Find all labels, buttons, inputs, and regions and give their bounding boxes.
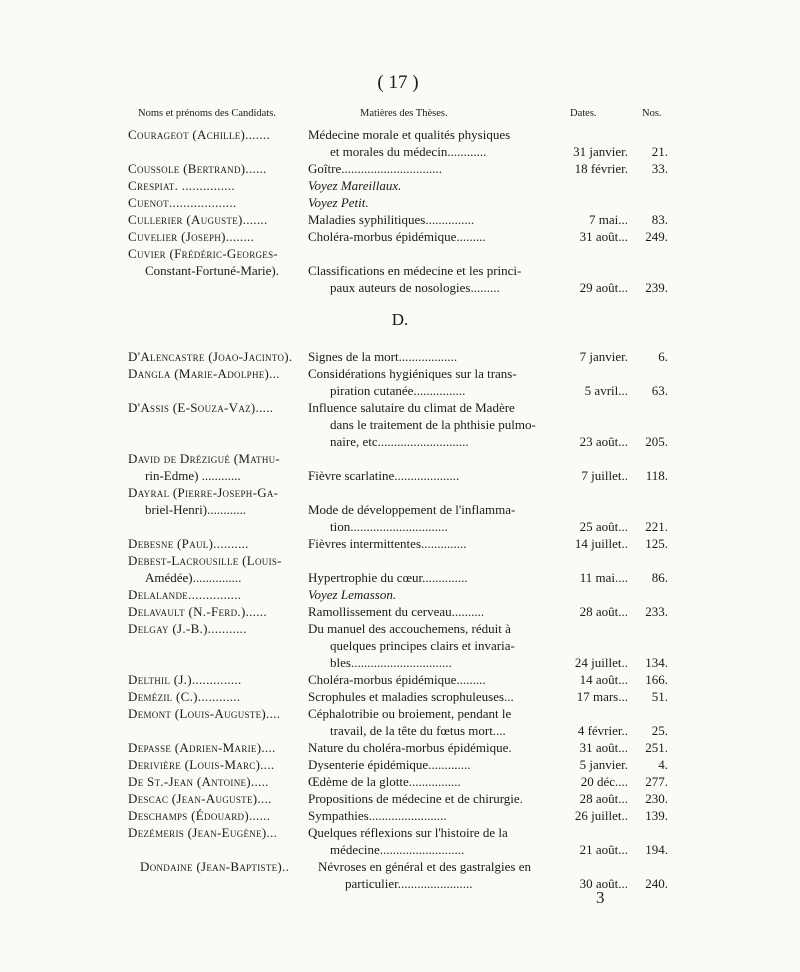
thesis-number: 51.: [651, 689, 668, 704]
thesis-subject: Propositions de médecine et de chirurgie.: [308, 791, 523, 806]
thesis-date: 30 août...: [579, 876, 628, 891]
candidate-name: Dayral (Pierre-Joseph-Ga-: [128, 485, 279, 500]
thesis-subject: quelques principes clairs et invaria-: [330, 638, 515, 653]
candidate-name: Cullerier (Auguste).......: [128, 212, 268, 227]
thesis-subject: Choléra-morbus épidémique.........: [308, 672, 486, 687]
thesis-subject: Fièvres intermittentes..............: [308, 536, 467, 551]
entry-row: [0, 722, 800, 740]
thesis-number: 4.: [658, 757, 668, 772]
thesis-date: 20 déc....: [580, 774, 628, 789]
entry-row: [0, 875, 800, 893]
candidate-name: Demézil (C.)............: [128, 689, 241, 704]
thesis-subject: Œdème de la glotte................: [308, 774, 461, 789]
thesis-number: 63.: [651, 383, 668, 398]
candidate-name: Derivière (Louis-Marc)....: [128, 757, 275, 772]
entry-row: [0, 773, 800, 791]
thesis-date: 31 août...: [579, 740, 628, 755]
entry-row: [0, 569, 800, 587]
thesis-date: 18 février.: [574, 161, 628, 176]
thesis-date: 7 mai...: [589, 212, 628, 227]
entry-row: [0, 228, 800, 246]
entry-row: [0, 654, 800, 672]
candidate-name: Debesne (Paul)..........: [128, 536, 249, 551]
thesis-subject: bles...............................: [330, 655, 452, 670]
candidate-name: Cuvelier (Joseph)........: [128, 229, 255, 244]
cross-reference: Voyez Petit.: [308, 195, 369, 210]
thesis-subject: Médecine morale et qualités physiques: [308, 127, 511, 142]
thesis-number: 6.: [658, 349, 668, 364]
thesis-subject: Sympathies........................: [308, 808, 447, 823]
candidate-name: Crespiat. ...............: [128, 178, 235, 193]
thesis-number: 194.: [645, 842, 668, 857]
entry-row: [0, 382, 800, 400]
thesis-number: 166.: [645, 672, 668, 687]
thesis-subject: Quelques réflexions sur l'histoire de la: [308, 825, 508, 840]
entry-row: [0, 365, 800, 383]
thesis-subject: Ramollissement du cerveau..........: [308, 604, 485, 619]
thesis-date: 28 août...: [579, 791, 628, 806]
thesis-date: 4 février..: [577, 723, 628, 738]
candidate-name: Cuvier (Frédéric-Georges-: [128, 246, 279, 261]
thesis-number: 134.: [645, 655, 668, 670]
thesis-date: 21 août...: [579, 842, 628, 857]
thesis-number: 221.: [645, 519, 668, 534]
thesis-date: 11 mai....: [579, 570, 628, 585]
cross-reference: Voyez Lemasson.: [308, 587, 397, 602]
thesis-date: 29 août...: [579, 280, 628, 295]
thesis-number: 25.: [651, 723, 668, 738]
thesis-subject: Maladies syphilitiques...............: [308, 212, 475, 227]
thesis-date: 25 août...: [579, 519, 628, 534]
entry-row: [0, 586, 800, 604]
thesis-subject: Dysenterie épidémique.............: [308, 757, 471, 772]
thesis-subject: Céphalotribie ou broiement, pendant le: [308, 706, 512, 721]
candidate-name: Demont (Louis-Auguste)....: [128, 706, 281, 721]
thesis-number: 86.: [651, 570, 668, 585]
entry-row: [0, 245, 800, 263]
signature-mark: 3: [596, 888, 605, 907]
entry-row: [0, 671, 800, 689]
entry-row: [0, 484, 800, 502]
thesis-number: 205.: [645, 434, 668, 449]
candidate-name: Coussole (Bertrand)......: [128, 161, 267, 176]
thesis-subject: Névroses en général et des gastralgies en: [318, 859, 531, 874]
entry-row: [0, 756, 800, 774]
entry-row: [0, 603, 800, 621]
thesis-subject: médecine..........................: [330, 842, 465, 857]
header-dates: Dates.: [570, 108, 597, 119]
entry-row: [0, 688, 800, 706]
thesis-number: 233.: [645, 604, 668, 619]
candidate-name: Descac (Jean-Auguste)....: [128, 791, 272, 806]
candidate-name: Dangla (Marie-Adolphe)...: [128, 366, 280, 381]
entry-row: [0, 705, 800, 723]
thesis-subject: tion..............................: [330, 519, 448, 534]
thesis-subject: Mode de développement de l'inflamma-: [308, 502, 516, 517]
thesis-subject: et morales du médecin............: [330, 144, 487, 159]
candidate-name: D'Assis (E-Souza-Vaz).....: [128, 400, 274, 415]
entry-row: [0, 637, 800, 655]
candidate-name: Delthil (J.)..............: [128, 672, 242, 687]
candidate-name: D'Alencastre (Joao-Jacinto).: [128, 349, 293, 364]
thesis-date: 23 août...: [579, 434, 628, 449]
entry-row: [0, 501, 800, 519]
candidate-name: rin-Edme) ............: [145, 468, 241, 483]
thesis-subject: Classifications en médecine et les princi-: [308, 263, 522, 278]
thesis-number: 239.: [645, 280, 668, 295]
thesis-date: 28 août...: [579, 604, 628, 619]
entry-row: [0, 552, 800, 570]
candidate-name: Deschamps (Édouard)......: [128, 808, 271, 823]
entry-row: [0, 433, 800, 451]
candidate-name: De St.-Jean (Antoine).....: [128, 774, 269, 789]
thesis-subject: Influence salutaire du climat de Madère: [308, 400, 515, 415]
thesis-number: 251.: [645, 740, 668, 755]
thesis-subject: particulier.......................: [345, 876, 473, 891]
entry-row: [0, 467, 800, 485]
candidate-name: Amédée)...............: [145, 570, 242, 585]
thesis-subject: naire, etc............................: [330, 434, 469, 449]
entry-row: [0, 211, 800, 229]
thesis-number: 21.: [651, 144, 668, 159]
entry-row: [0, 160, 800, 178]
entry-row: [0, 518, 800, 536]
thesis-date: 24 juillet..: [574, 655, 628, 670]
thesis-number: 277.: [645, 774, 668, 789]
candidate-name: Couragеot (Achille).......: [128, 127, 271, 142]
thesis-date: 31 janvier.: [573, 144, 628, 159]
thesis-subject: Fièvre scarlatine....................: [308, 468, 460, 483]
entry-row: [0, 177, 800, 195]
entry-row: [0, 348, 800, 366]
entry-row: [0, 126, 800, 144]
thesis-subject: dans le traitement de la phthisie pulmo-: [330, 417, 536, 432]
candidate-name: Delavault (N.-Ferd.)......: [128, 604, 267, 619]
header-nos: Nos.: [642, 108, 662, 119]
candidate-name: Delgay (J.-B.)...........: [128, 621, 247, 636]
header-theses: Matières des Thèses.: [360, 108, 448, 119]
candidate-name: Dondaine (Jean-Baptiste)..: [140, 859, 290, 874]
entry-row: [0, 620, 800, 638]
thesis-subject: Choléra-morbus épidémique.........: [308, 229, 486, 244]
thesis-subject: Goître...............................: [308, 161, 442, 176]
thesis-subject: Hypertrophie du cœur..............: [308, 570, 468, 585]
thesis-date: 5 avril...: [584, 383, 628, 398]
candidate-name: Debest-Lacrousille (Louis-: [128, 553, 282, 568]
header-names: Noms et prénoms des Candidats.: [138, 108, 276, 119]
entry-row: [0, 790, 800, 808]
section-heading: D.: [391, 310, 409, 329]
candidate-name: Depasse (Adrien-Marie)....: [128, 740, 276, 755]
entry-row: [0, 279, 800, 297]
thesis-date: 14 juillet..: [574, 536, 628, 551]
entry-row: [0, 450, 800, 468]
thesis-number: 125.: [645, 536, 668, 551]
entry-row: [0, 262, 800, 280]
entry-row: [0, 807, 800, 825]
thesis-date: 31 août...: [579, 229, 628, 244]
entry-row: [0, 841, 800, 859]
thesis-number: 118.: [645, 468, 668, 483]
thesis-subject: paux auteurs de nosologies.........: [330, 280, 500, 295]
entry-row: [0, 416, 800, 434]
thesis-date: 14 août...: [579, 672, 628, 687]
thesis-number: 230.: [645, 791, 668, 806]
thesis-date: 7 janvier.: [579, 349, 628, 364]
thesis-subject: Considérations hygiéniques sur la trans-: [308, 366, 517, 381]
candidate-name: Delalande...............: [128, 587, 242, 602]
cross-reference: Voyez Mareillaux.: [308, 178, 402, 193]
thesis-date: 7 juillet..: [581, 468, 628, 483]
candidate-name: Dezémeris (Jean-Eugène)...: [128, 825, 278, 840]
thesis-subject: Nature du choléra-morbus épidémique.: [308, 740, 512, 755]
entry-row: [0, 739, 800, 757]
entry-row: [0, 194, 800, 212]
thesis-subject: piration cutanée................: [330, 383, 466, 398]
entry-row: [0, 399, 800, 417]
page-number: ( 17 ): [377, 72, 419, 93]
entry-row: [0, 143, 800, 161]
thesis-subject: Signes de la mort..................: [308, 349, 458, 364]
thesis-subject: Scrophules et maladies scrophuleuses...: [308, 689, 514, 704]
thesis-date: 26 juillet..: [574, 808, 628, 823]
thesis-number: 33.: [651, 161, 668, 176]
thesis-number: 240.: [645, 876, 668, 891]
thesis-date: 5 janvier.: [579, 757, 628, 772]
candidate-name: Constant-Fortuné-Marie).: [145, 263, 279, 278]
entry-row: [0, 535, 800, 553]
thesis-number: 139.: [645, 808, 668, 823]
thesis-subject: travail, de la tête du fœtus mort....: [330, 723, 506, 738]
candidate-name: briel-Henri)............: [145, 502, 247, 517]
thesis-subject: Du manuel des accouchemens, réduit à: [308, 621, 511, 636]
thesis-date: 17 mars...: [576, 689, 628, 704]
thesis-number: 249.: [645, 229, 668, 244]
candidate-name: David de Drézigué (Mathu-: [128, 451, 281, 466]
entry-row: [0, 858, 800, 876]
entry-row: [0, 824, 800, 842]
thesis-number: 83.: [651, 212, 668, 227]
candidate-name: Cuenot...................: [128, 195, 237, 210]
